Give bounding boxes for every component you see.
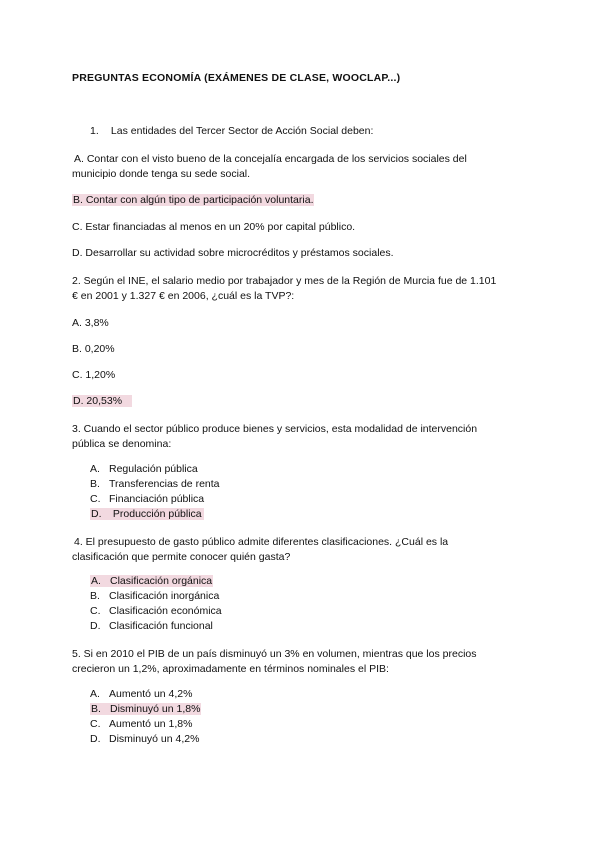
q1-option-a-line2: municipio donde tenga su sede social. — [72, 168, 251, 180]
q2-option-b: B. 0,20% — [72, 343, 115, 355]
option-letter: A. — [90, 688, 100, 700]
option-text: Aumentó un 1,8% — [109, 718, 193, 730]
option-letter: C. — [90, 605, 101, 617]
question-5-line1: 5. Si en 2010 el PIB de un país disminuyó un 3% en volumen, mientras que los precios — [72, 648, 477, 660]
option-text: Clasificación económica — [109, 605, 222, 617]
question-2-line1: 2. Según el INE, el salario medio por trabajador y mes de la Región de Murcia fue de 1.101 — [72, 275, 497, 287]
q2-option-d — [72, 394, 132, 409]
option-text: Regulación pública — [109, 463, 198, 475]
q1-option-c: C. Estar financiadas al menos en un 20% por capital público. — [72, 221, 356, 233]
q4-option-b — [90, 589, 219, 604]
q2-option-a: A. 3,8% — [72, 317, 109, 329]
option-letter: B. — [91, 703, 101, 715]
option-letter: C. — [90, 718, 101, 730]
option-letter: D. — [91, 508, 102, 520]
highlighted-answer: D. 20,53% — [72, 395, 132, 407]
document-title: PREGUNTAS ECONOMÍA (EXÁMENES DE CLASE, WOOCLAP...) — [72, 72, 401, 84]
option-text: Disminuyó un 4,2% — [109, 733, 200, 745]
option-text: Financiación pública — [109, 493, 205, 505]
option-letter: B. — [90, 478, 100, 490]
option-letter: A. — [91, 575, 101, 587]
option-text: Clasificación inorgánica — [109, 590, 220, 602]
option-text: Clasificación orgánica — [110, 575, 213, 587]
question-number: 1. — [90, 125, 99, 137]
q5-option-d — [90, 732, 199, 747]
q1-option-a-line1: A. Contar con el visto bueno de la concejalía encargada de los servicios sociales del — [74, 153, 467, 165]
q2-option-c: C. 1,20% — [72, 369, 116, 381]
option-letter: D. — [90, 620, 101, 632]
question-1 — [90, 124, 373, 139]
option-letter: A. — [90, 463, 100, 475]
q5-option-b — [90, 702, 201, 717]
q1-option-d: D. Desarrollar su actividad sobre microcréditos y préstamos sociales. — [72, 247, 394, 259]
highlighted-answer — [90, 575, 213, 587]
question-3-line1: 3. Cuando el sector público produce bienes y servicios, esta modalidad de intervención — [72, 423, 478, 435]
option-letter: B. — [90, 590, 100, 602]
q5-option-a — [90, 687, 192, 702]
question-3-line2: pública se denomina: — [72, 438, 172, 450]
question-5-line2: crecieron un 1,2%, aproximadamente en términos nominales el PIB: — [72, 663, 389, 675]
highlighted-answer: B. Contar con algún tipo de participación voluntaria. — [73, 194, 314, 206]
option-text: Transferencias de renta — [109, 478, 220, 490]
option-text: Producción pública — [110, 508, 202, 520]
option-text: Aumentó un 4,2% — [109, 688, 193, 700]
option-text: Clasificación funcional — [109, 620, 213, 632]
option-letter: C. — [90, 493, 101, 505]
question-2-line2: € en 2001 y 1.327 € en 2006, ¿cuál es la TVP?: — [72, 290, 295, 302]
q5-option-c — [90, 717, 192, 732]
option-text: Disminuyó un 1,8% — [110, 703, 201, 715]
q1-option-b — [72, 193, 314, 208]
q3-option-a — [90, 462, 198, 477]
question-4-line1: 4. El presupuesto de gasto público admite diferentes clasificaciones. ¿Cuál es la — [74, 536, 449, 548]
q3-option-d — [90, 507, 204, 522]
highlighted-answer — [90, 508, 204, 520]
question-4-line2: clasificación que permite conocer quién gasta? — [72, 551, 291, 563]
question-text: Las entidades del Tercer Sector de Acción Social deben: — [110, 125, 374, 137]
q3-option-c — [90, 492, 204, 507]
highlighted-answer — [90, 703, 201, 715]
option-letter: D. — [90, 733, 101, 745]
q4-option-c — [90, 604, 222, 619]
q4-option-d — [90, 619, 213, 634]
q3-option-b — [90, 477, 220, 492]
q4-option-a — [90, 574, 213, 589]
